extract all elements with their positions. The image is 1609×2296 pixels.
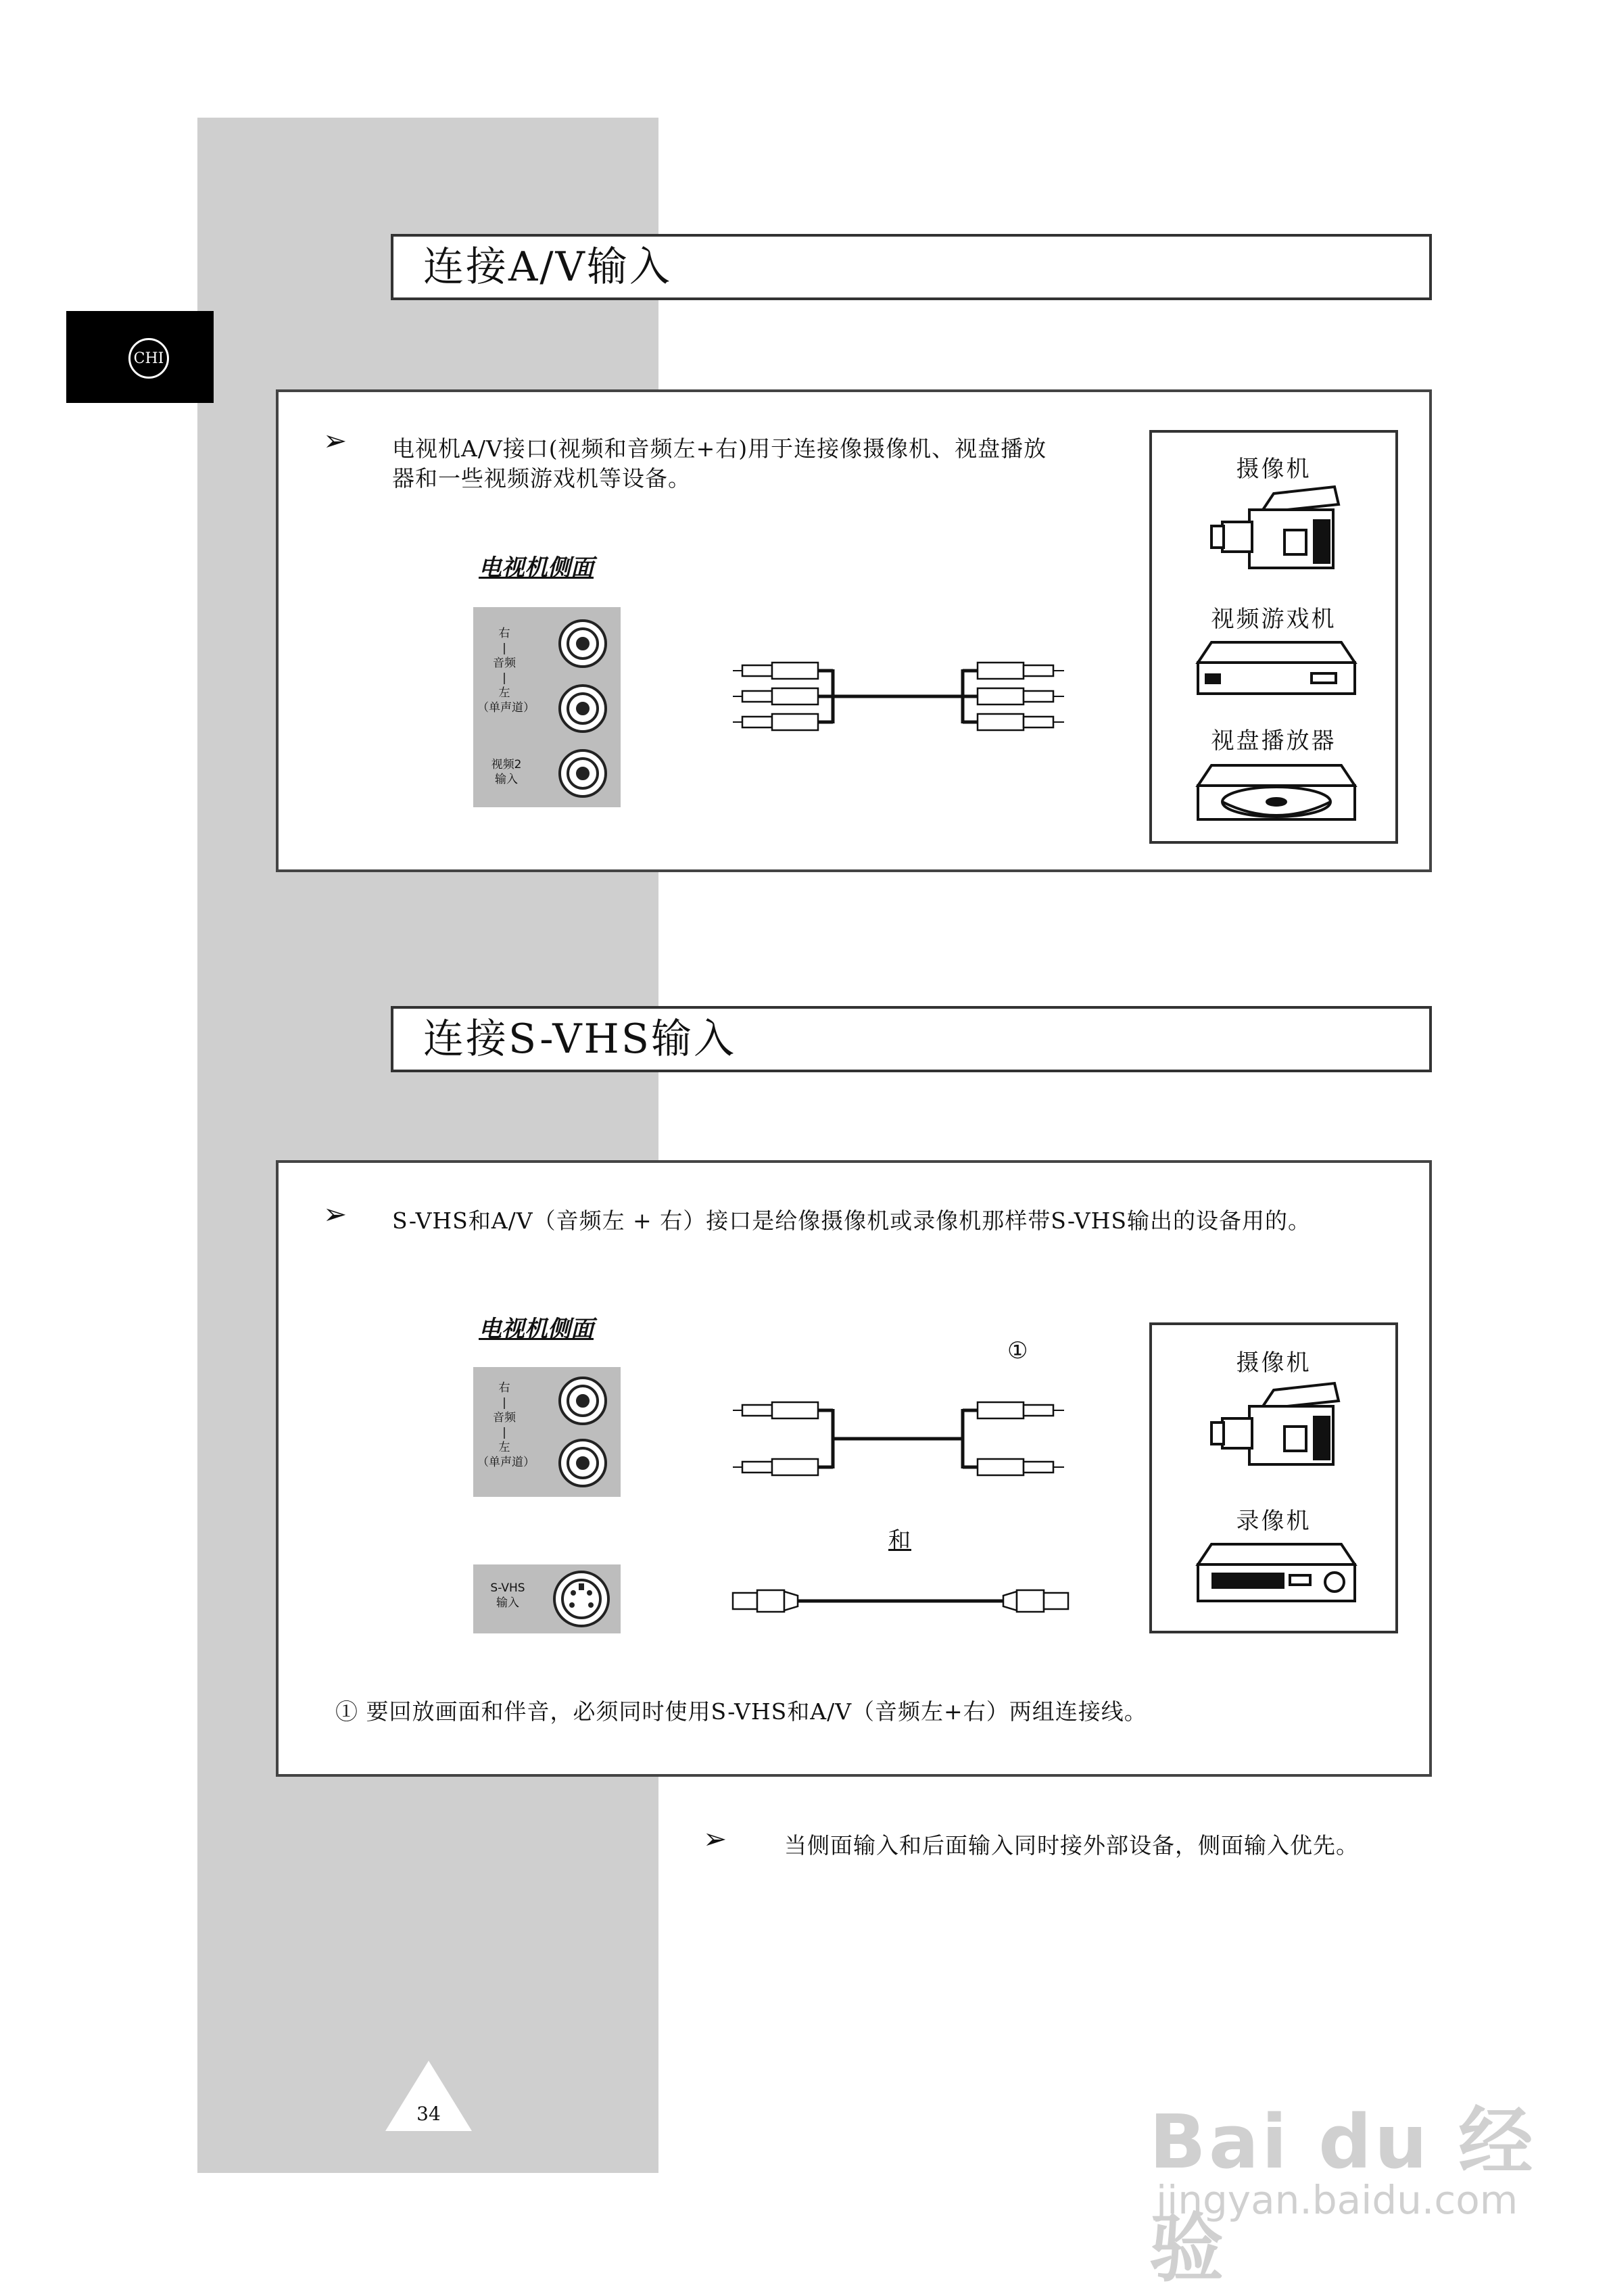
section1-devices-box [1149, 430, 1398, 844]
svhs-cable-icon [730, 1581, 1082, 1621]
port-label-right: 右 [498, 1381, 510, 1395]
port-dash: | [502, 642, 506, 655]
circle-marker: ① [1007, 1337, 1029, 1364]
port-label-left: 左 [498, 1441, 510, 1454]
section1-title: 连接A/V输入 [391, 234, 1432, 300]
camcorder-icon [1209, 484, 1344, 572]
port-dash: | [502, 671, 506, 685]
port-label-input: 输入 [496, 1596, 519, 1610]
port-dash: | [502, 1426, 506, 1439]
port-label-mono: （单声道） [477, 1456, 535, 1469]
av-cable-icon [730, 656, 1082, 750]
device-label-game-console: 视频游戏机 [1211, 606, 1337, 633]
language-code: CHI [128, 338, 169, 379]
device-label-camcorder: 摄像机 [1236, 456, 1312, 483]
disc-player-icon [1195, 761, 1358, 829]
rca-jacks-icon [554, 1371, 611, 1493]
language-tab [66, 311, 214, 403]
vcr-icon [1195, 1540, 1358, 1608]
port-label-input: 输入 [495, 773, 518, 786]
rca-jacks-icon [554, 614, 611, 803]
game-console-icon [1195, 638, 1358, 699]
section2-panel [276, 1160, 1432, 1777]
tv-side-av-port-panel [473, 607, 621, 807]
camcorder-icon [1209, 1381, 1344, 1468]
port-label-audio: 音频 [493, 1411, 516, 1425]
priority-note: 当侧面输入和后面输入同时接外部设备，侧面输入优先。 [784, 1832, 1359, 1859]
port-label-audio: 音频 [493, 656, 516, 670]
svhs-jack-icon [549, 1569, 614, 1629]
port-label-mono: （单声道） [477, 701, 535, 715]
port-label-left: 左 [498, 686, 510, 700]
page-number: 34 [416, 2103, 441, 2125]
device-label-camcorder: 摄像机 [1236, 1349, 1312, 1377]
section1-desc-line1: 电视机A/V接口(视频和音频左+右)用于连接像摄像机、视盘播放 [392, 435, 1047, 462]
section2-footnote: ① 要回放画面和伴音，必须同时使用S-VHS和A/V（音频左+右）两组连接线。 [335, 1698, 1147, 1725]
port-label-video2: 视频2 [491, 758, 522, 771]
arrow-icon: ➢ [703, 1822, 727, 1855]
section2-title: 连接S-VHS输入 [391, 1006, 1432, 1072]
tv-side-label: 电视机侧面 [479, 554, 594, 581]
tv-side-svhs-port-panel [473, 1564, 621, 1633]
and-label: 和 [888, 1527, 911, 1553]
section2-desc: S-VHS和A/V（音频左 + 右）接口是给像摄像机或录像机那样带S-VHS输出的设备用的。 [392, 1207, 1311, 1234]
watermark-logo: Bai du 经验 [1149, 2099, 1536, 2292]
port-label-right: 右 [498, 627, 510, 640]
section2-devices-box [1149, 1322, 1398, 1633]
tv-side-label: 电视机侧面 [479, 1316, 594, 1343]
device-label-vcr: 录像机 [1236, 1508, 1312, 1535]
arrow-icon: ➢ [323, 424, 347, 457]
section1-desc-line2: 器和一些视频游戏机等设备。 [392, 465, 691, 492]
section1-panel [276, 389, 1432, 872]
audio-cable-icon [730, 1394, 1082, 1482]
tv-side-audio-port-panel [473, 1367, 621, 1497]
arrow-icon: ➢ [323, 1197, 347, 1230]
device-label-disc-player: 视盘播放器 [1211, 727, 1337, 755]
port-dash: | [502, 1396, 506, 1410]
watermark-url: jingyan.baidu.com [1156, 2177, 1518, 2223]
port-label-svhs: S-VHS [490, 1581, 525, 1595]
